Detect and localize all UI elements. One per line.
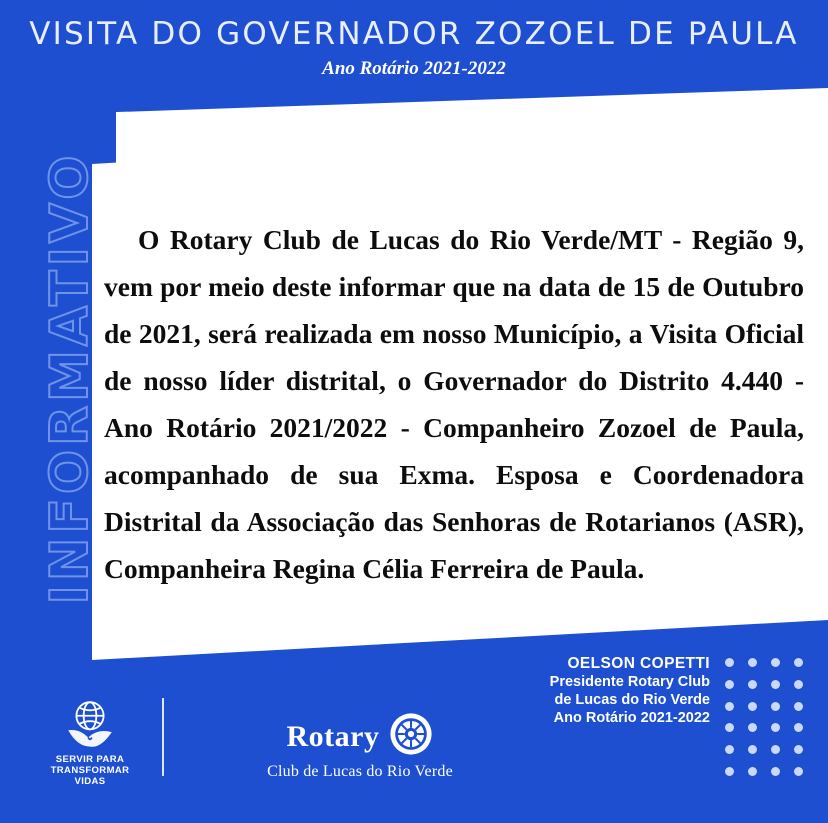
signature-year: Ano Rotário 2021-2022: [553, 710, 710, 726]
page-subtitle: Ano Rotário 2021-2022: [322, 58, 506, 79]
vertical-label-informativo: INFORMATIVO: [40, 151, 100, 605]
dot: [748, 680, 757, 689]
dot: [725, 745, 734, 754]
signature-role: Presidente Rotary Club: [549, 674, 710, 690]
dot: [771, 658, 780, 667]
rotary-club-name: Club de Lucas do Rio Verde: [267, 763, 453, 780]
dot: [794, 767, 803, 776]
dot: [794, 723, 803, 732]
dot: [748, 723, 757, 732]
rotary-lockup: [180, 712, 540, 781]
dot: [725, 767, 734, 776]
dot-grid-decoration: [718, 652, 810, 782]
dot: [794, 702, 803, 711]
footer-divider: [162, 698, 164, 776]
dot: [794, 745, 803, 754]
asr-tagline: [36, 754, 144, 787]
signature-club: de Lucas do Rio Verde: [554, 692, 710, 708]
body-paragraph: O Rotary Club de Lucas do Rio Verde/MT - Região 9, vem por meio deste informar que na data de 15 de Outubro de 2021, será realizada em nosso Município, a Visita Oficial de nosso líder distrital, o Governador do Distrito 4.440 - Ano Rotário 2021/2022 - Companheiro Zozoel de Paula, acompanhado de sua Exma. Esposa e Coordenadora Distrital da Associação das Senhoras de Rotarianos (ASR), Companheira Regina Célia Ferreira de Paula.: [104, 224, 804, 584]
globe-hands-icon: [61, 694, 119, 752]
dot: [748, 658, 757, 667]
asr-tagline-line2: TRANSFORMAR VIDAS: [50, 765, 130, 787]
dot: [794, 658, 803, 667]
signature-name: OELSON COPETTI: [567, 655, 710, 672]
dot: [748, 745, 757, 754]
dot: [771, 767, 780, 776]
footer-logos: [0, 690, 560, 800]
dot: [725, 658, 734, 667]
rotary-wheel-icon: [389, 712, 433, 761]
dot: [771, 723, 780, 732]
dot: [794, 680, 803, 689]
dot: [771, 680, 780, 689]
dot: [748, 767, 757, 776]
dot: [725, 723, 734, 732]
dot: [748, 702, 757, 711]
asr-logo: [36, 694, 144, 787]
asr-tagline-line1: SERVIR PARA: [55, 754, 125, 765]
dot: [771, 745, 780, 754]
page-title: VISITA DO GOVERNADOR ZOZOEL DE PAULA: [29, 16, 799, 52]
rotary-wordmark: Rotary: [286, 719, 380, 753]
dot: [725, 702, 734, 711]
dot: [771, 702, 780, 711]
dot: [725, 680, 734, 689]
